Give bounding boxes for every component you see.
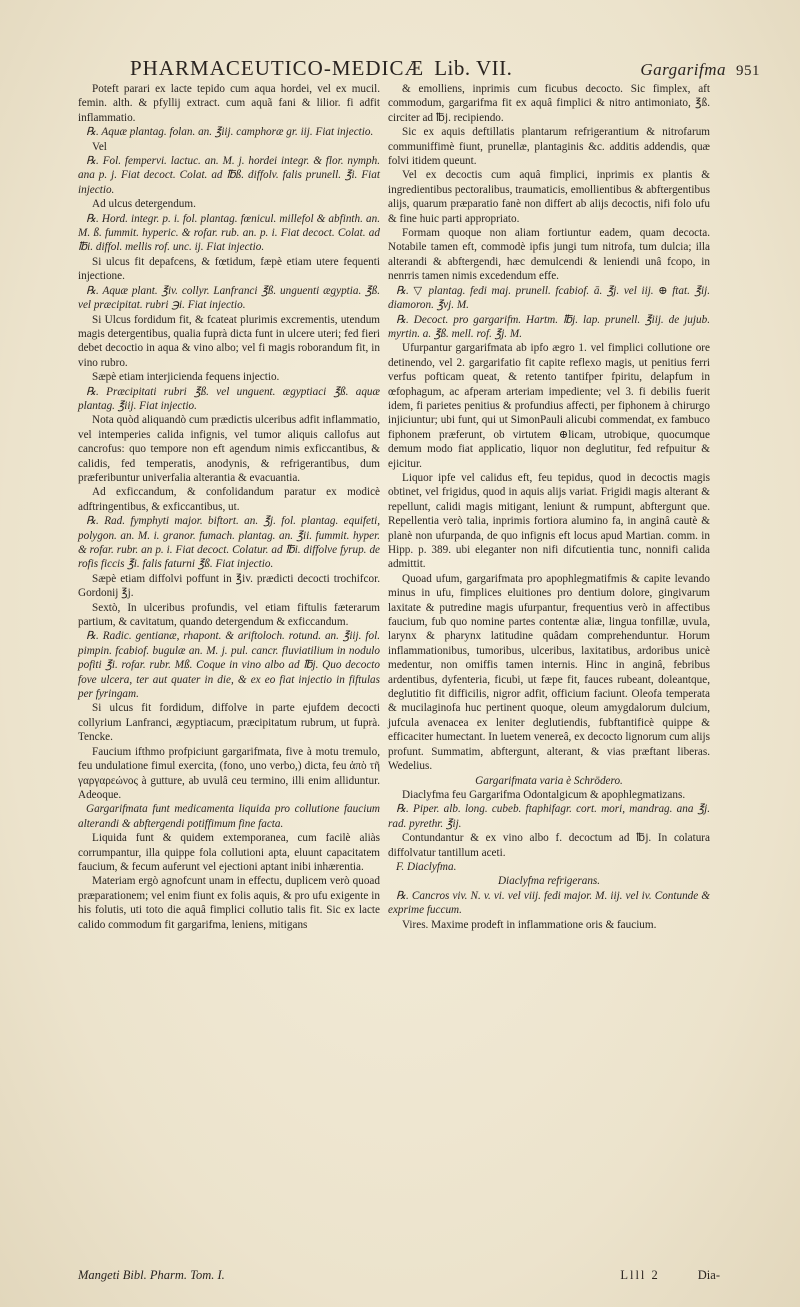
recipe-paragraph: ℞. ▽ plantag. fedi maj. prunell. fcabiof. ā. ℥j. vel iij. ⊕ ftat. ℥ij. diamoron. ℥vj. M. <box>388 284 710 312</box>
paragraph: Sic ex aquis deftillatis plantarum refrigerantium & nitrofarum communiffimè fiunt, prunellæ, plantaginis &c. additis addendis, quæ folvi itidem queunt. <box>388 126 710 168</box>
paragraph: Diaclyfma feu Gargarifma Odontalgicum & apophlegmatizans. <box>402 788 686 801</box>
paragraph: Vires. Maxime prodeft in inflammatione oris & faucium. <box>402 918 657 931</box>
header-book: Lib. VII. <box>434 56 513 80</box>
section-heading: Gargarifmata varia è Schrödero. <box>475 774 623 787</box>
paragraph: Faucium ifthmo profpiciunt gargarifmata, five à motu tremulo, feu undulatione fimul exercita, (fono, uno verbo,) dicta, feu ἀπὸ τῆ γαργαρεώνος à gutture, ab uvulâ ceu termino, illi enim alliduntur. Adeoque. <box>78 745 380 801</box>
paragraph: Sæpè etiam diffolvi poffunt in ℥iv. prædicti decocti trochifcor. Gordonij ℥j. <box>78 572 380 600</box>
header-topic: Gargarifma <box>640 60 726 79</box>
recipe-paragraph: ℞. Aquæ plantag. folan. an. ℥iij. camphoræ gr. iij. Fiat injectio. <box>86 126 374 139</box>
recipe-paragraph: F. Diaclyfma. <box>396 860 457 873</box>
paragraph: Liquida funt & quidem extemporanea, cum facilè aliàs corrumpantur, illa quippe fola collutioni apta, eluunt capacitatem faucium, & fecum auferunt vel ejectioni aptant inibi inhærentia. <box>78 832 380 873</box>
running-header <box>130 56 760 81</box>
recipe-paragraph: ℞. Fol. fempervi. lactuc. an. M. j. hordei integr. & flor. nymph. ana p. j. Fiat decoct. Colat. ad ℔ß. diffolv. falis prunell. ℥i. Fiat injectio. <box>78 155 380 196</box>
paragraph: Vel ex decoctis cum aquâ fimplici, inprimis ex plantis & ingredientibus pectoralibus, traumaticis, emollientibus & abftergentibus alijs, quarum præparatio fanè non differt ab alijs decoctis, nifi folo ufu & fine huic parti appropriato. <box>388 169 710 225</box>
recipe-paragraph: ℞. Decoct. pro gargarifm. Hartm. ℔j. lap. prunell. ℥iij. de jujub. myrtin. a. ℥ß. mell. rof. ℥j. M. <box>388 313 710 340</box>
footer-catchword: Dia- <box>697 1268 720 1282</box>
paragraph: & emolliens, inprimis cum ficubus decocto. Sic fimplex, aft commodum, gargarifma fit ex aquâ fimplici & nitro antimoniato, ℥ß. circiter ad ℔j. recipiendo. <box>388 83 710 124</box>
paragraph: Quoad ufum, gargarifmata pro apophlegmatifmis & capite levando minus in ufu, fimplices eluitiones pro dentium dolore, gingivarum laxitate & putredine magis ufurpantur, frequentius verò in affectibus faucium, fub quo nomine partes contentæ aliæ, lingua tonfillæ, uvula, larynx & pharynx latitudine quâdam comprehenduntur. Horum inflammationibus, tumoribus, ulceribus, laxitatibus, ardoribus unicè medentur, non omiffis tamen internis. Hinc in anginâ, febribus ardentibus, dyfenteria, ficubi, ut fæpe fit, fauces rubeant, doleantque, deglutitio fit difficilis, nigror adfit, officium faciunt. Oleofa temperata & mucilaginofa huc pertinent quoque, oleum amygdalorum dulcium, jufcula avenacea ex leniter deglutiendis, fubftantificè quippe & efficaciter humectant. In luetem venereâ, ex decocto lignorum cum alijs profunt. Summatim, abftergunt, alterant, & vias præftant liberas. Wedelius. <box>388 572 710 773</box>
recipe-paragraph: ℞. Præcipitati rubri ℥ß. vel unguent. ægyptiaci ℥ß. aquæ plantag. ℥iij. Fiat injectio. <box>78 385 380 412</box>
paragraph: Ufurpantur gargarifmata ab ipfo ægro 1. vel fimplici collutione ore detinendo, vel 2. gargarifatio fit capite reflexo magis, ut penitius ferri verfus pofticam queat, & retento tantifper fpiritu, delapfum in œfophagum, ac afperam arteriam impediente; vel 3. fi debilis fuerit idem, fi parietes penitius & profundius affecti, per fiphonem à chirurgo injiciuntur; ubi funt, qui ut SimonPauli alicubi commendat, ex fambuco fiphonem præferunt, ob virtutem ⊕licam, utrobique, quocumque demum modo fiat applicatio, liquor non deglutitur, fed refpuitur & ejicitur. <box>388 342 710 470</box>
recipe-paragraph: Gargarifmata funt medicamenta liquida pro collutione faucium alterandi & abftergendi potiffimum fine facta. <box>78 803 380 830</box>
recipe-paragraph: ℞. Piper. alb. long. cubeb. ftaphifagr. cort. mori, mandrag. ana ℥j. rad. pyrethr. ℥ij. <box>388 803 710 830</box>
paragraph: Si Ulcus fordidum fit, & fcateat plurimis excrementis, utendum magis detergentibus, qualia fuprà dicta funt in ulcere uteri; fed fieri debet decoctio in aqua & vino albo; vel fi magis roborandum fit, in vino rubro. <box>78 313 380 369</box>
page-footer <box>78 1268 720 1283</box>
paragraph: Si ulcus fit fordidum, diffolve in parte ejufdem decocti collyrium Lanfranci, ægyptiacum, præcipitatum rubrum, ut fuprà. Tencke. <box>78 702 380 744</box>
paragraph: Poteft parari ex lacte tepido cum aqua hordei, vel ex mucil. femin. alth. & pfyllij extract. cum aquã fani & lilior. fi adfit inflammatio. <box>78 83 380 124</box>
paragraph: Contundantur & ex vino albo f. decoctum ad ℔j. In colatura diffolvatur tantillum aceti. <box>388 832 710 859</box>
recipe-paragraph: ℞. Radic. gentianæ, rhapont. & ariftoloch. rotund. an. ℥iij. fol. pimpin. fcabiof. bugulæ an. M. j. pul. cancr. fluviatilium in nodulo pofiti ℥i. rofar. rubr. Mß. Coque in vino albo ad ℔j. Quo decocto fove ulcera, ter aut quater in die, & ex eo fiat injectio in fiftulas per fyringam. <box>78 630 380 701</box>
page-number: 951 <box>736 63 760 79</box>
recipe-paragraph: ℞. Hord. integr. p. i. fol. plantag. fœnicul. millefol & abfinth. an. M. ß. fummit. hyperic. & rofar. rub. an. p. i. Fiat decoct. Colat. ad ℔i. diffol. mellis rof. unc. ij. Fiat injectio. <box>78 212 380 254</box>
paragraph: Liquor ipfe vel calidus eft, feu tepidus, quod in decoctis magis obtinet, vel frigidus, quod in aquis alijs variat. Frigidi magis alterant & repellunt, calidi magis mitigant, leniunt & rumpunt, abftergunt que. Repellentia verò talia, inprimis fortiora alumino fa, in anginâ cautè & planè non ufurpanda, de quo infignis eft locus apud Martian. comm. in Hipp. p. 389. ubi eleganter non nifi difcutientia tunc, nonnifi calida admittit. <box>388 471 710 571</box>
paragraph: Ad ulcus detergendum. <box>92 198 196 211</box>
paragraph: Si ulcus fit depafcens, & fœtidum, fæpè etiam utere fequenti injectione. <box>78 255 380 283</box>
paragraph: Nota quòd aliquandò cum prædictis ulceribus adfit inflammatio, vel intemperies calida infignis, vel tumor aliquis callofus aut cancrofus: quo tempore non eft agendum nimis exficcantibus, & calidis, fed temperatis, anodynis, & refrigerantibus, dum præferibuntur univerfalia alterantia & evacuantia. <box>78 414 380 484</box>
paragraph: Sextò, In ulceribus profundis, vel etiam fiftulis fæterarum partium, & cavitatum, quando detergendum & exficcandum. <box>78 601 380 629</box>
paragraph: Vel <box>92 140 107 153</box>
paragraph: Sæpè etiam interjicienda fequens injectio. <box>92 371 280 384</box>
paragraph: Materiam ergò agnofcunt unam in effectu, duplicem verò quoad præparationem; vel enim fiunt ex folis aquis, & pro ufu exigente in his folutis, uti toto die aquâ fimplici collutio talis fit. Sic ex lacte calido commodum fit gargarifma, leniens, mitigans <box>78 875 380 931</box>
right-column <box>388 82 710 932</box>
footer-signature: Mangeti Bibl. Pharm. Tom. I. <box>78 1268 225 1282</box>
recipe-paragraph: ℞. Rad. fymphyti major. biftort. an. ℥j. fol. plantag. equifeti, polygon. an. M. i. granor. fumach. plantag. an. ℥ii. fummit. hyper. & rofar. rubr. an p. i. Fiat decoct. Colatur. ad ℔i. diffolve fyrup. de rofis ficcis ℥i. falis faturni ℥ß. Fiat injectio. <box>78 515 380 571</box>
left-column <box>78 82 380 932</box>
header-title: PHARMACEUTICO-MEDICÆ <box>130 56 425 80</box>
footer-sheet-mark: Llll 2 <box>620 1268 660 1282</box>
paragraph: Formam quoque non aliam fortiuntur eadem, quam decocta. Notabile tamen eft, commodè ipfis jungi tum nitrofa, tum dulcia; illa alterandi & abftergendi, hæc demulcendi & leniendi unâ fcopo, in nenrris tamen nimis excedendum effe. <box>388 227 710 283</box>
section-heading: Diaclyfma refrigerans. <box>497 875 601 888</box>
paragraph: Ad exficcandum, & confolidandum paratur ex modicè adftringentibus, & exficcantibus, ut. <box>78 486 380 513</box>
recipe-paragraph: ℞. Cancros viv. N. v. vi. vel viij. fedi major. M. iij. vel iv. Contunde & exprime fuccum. <box>388 889 710 917</box>
recipe-paragraph: ℞. Aquæ plant. ℥iv. collyr. Lanfranci ℥ß. unguenti ægyptia. ℥ß. vel præcipitat. rubri ℈i. Fiat injectio. <box>78 284 380 312</box>
